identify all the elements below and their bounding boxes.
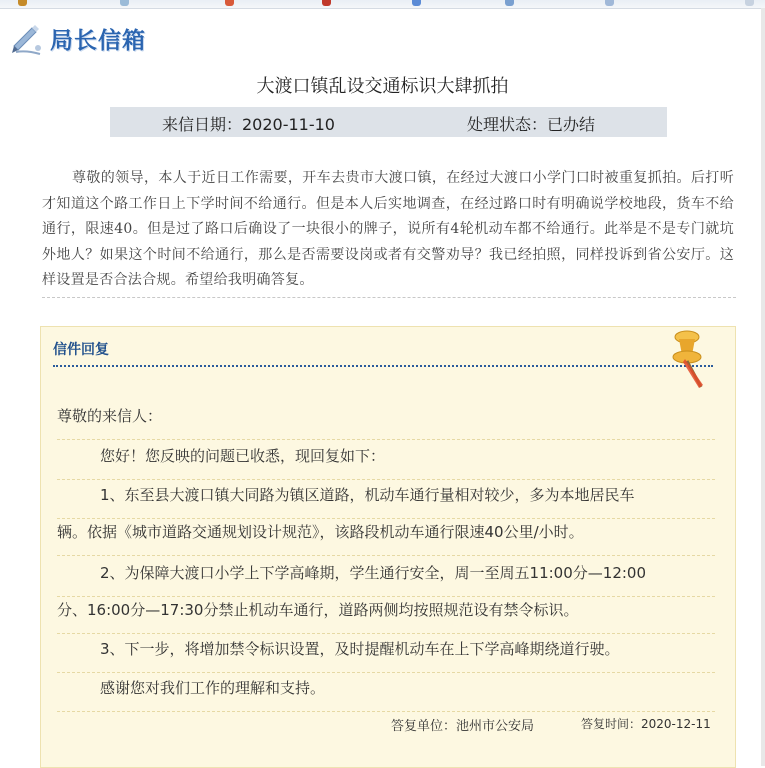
reply-line-point2b: 分、16:00分—17:30分禁止机动车通行，道路两侧均按照规范设有禁令标识。 xyxy=(57,595,715,634)
reply-line-intro: 您好！您反映的问题已收悉，现回复如下： xyxy=(57,441,715,480)
reply-divider xyxy=(53,365,713,367)
letter-meta-bar xyxy=(110,107,667,137)
reply-line-point2a: 2、为保障大渡口小学上下学高峰期，学生通行安全，周一至周五11:00分—12:00 xyxy=(57,558,715,597)
reply-unit: 答复单位：池州市公安局 xyxy=(391,719,535,734)
divider xyxy=(42,297,736,298)
reply-heading: 信件回复 xyxy=(53,342,109,358)
mailbox-logo xyxy=(10,20,170,60)
letter-date: 来信日期：2020-11-10 xyxy=(162,115,335,134)
reply-line-greeting: 尊敬的来信人： xyxy=(57,401,715,440)
pushpin-icon xyxy=(657,325,717,395)
letter-status: 处理状态：已办结 xyxy=(467,115,596,134)
reply-line-point1b: 辆。依据《城市道路交通规划设计规范》，该路段机动车通行限速40公里/小时。 xyxy=(57,517,715,556)
scrollbar-edge[interactable] xyxy=(761,8,765,766)
mailbox-pen-icon xyxy=(10,20,46,58)
reply-time: 答复时间：2020-12-11 xyxy=(581,717,711,731)
reply-panel xyxy=(40,326,736,768)
letter-body: 尊敬的领导，本人于近日工作需要，开车去贵市大渡口镇，在经过大渡口小学门口时被重复抓拍。后打听才知道这个路工作日上下学时间不给通行。但是本人后实地调查，在经过路口时有明确说学校地段，货车不给通行，限速40。但是过了路口后确设了一块很小的牌子，说所有4轮机动车都不给通行。此举是不是专门就坑外地人？如果这个时间不给通行，那么是否需要设岗或者有交警劝导？我已经拍照，同样投诉到省公安厅。这样设置是否合法合规。希望给我明确答复。 xyxy=(42,170,734,288)
letter-title: 大渡口镇乱设交通标识大肆抓拍 xyxy=(256,76,509,97)
reply-line-closing: 感谢您对我们工作的理解和支持。 xyxy=(57,673,715,712)
reply-line-point1a: 1、东至县大渡口镇大同路为镇区道路，机动车通行量相对较少，多为本地居民车 xyxy=(57,480,715,519)
reply-line-point3: 3、下一步，将增加禁令标识设置，及时提醒机动车在上下学高峰期绕道行驶。 xyxy=(57,634,715,673)
browser-toolbar-strip xyxy=(0,0,765,9)
logo-text: 局长信箱 xyxy=(50,28,146,54)
